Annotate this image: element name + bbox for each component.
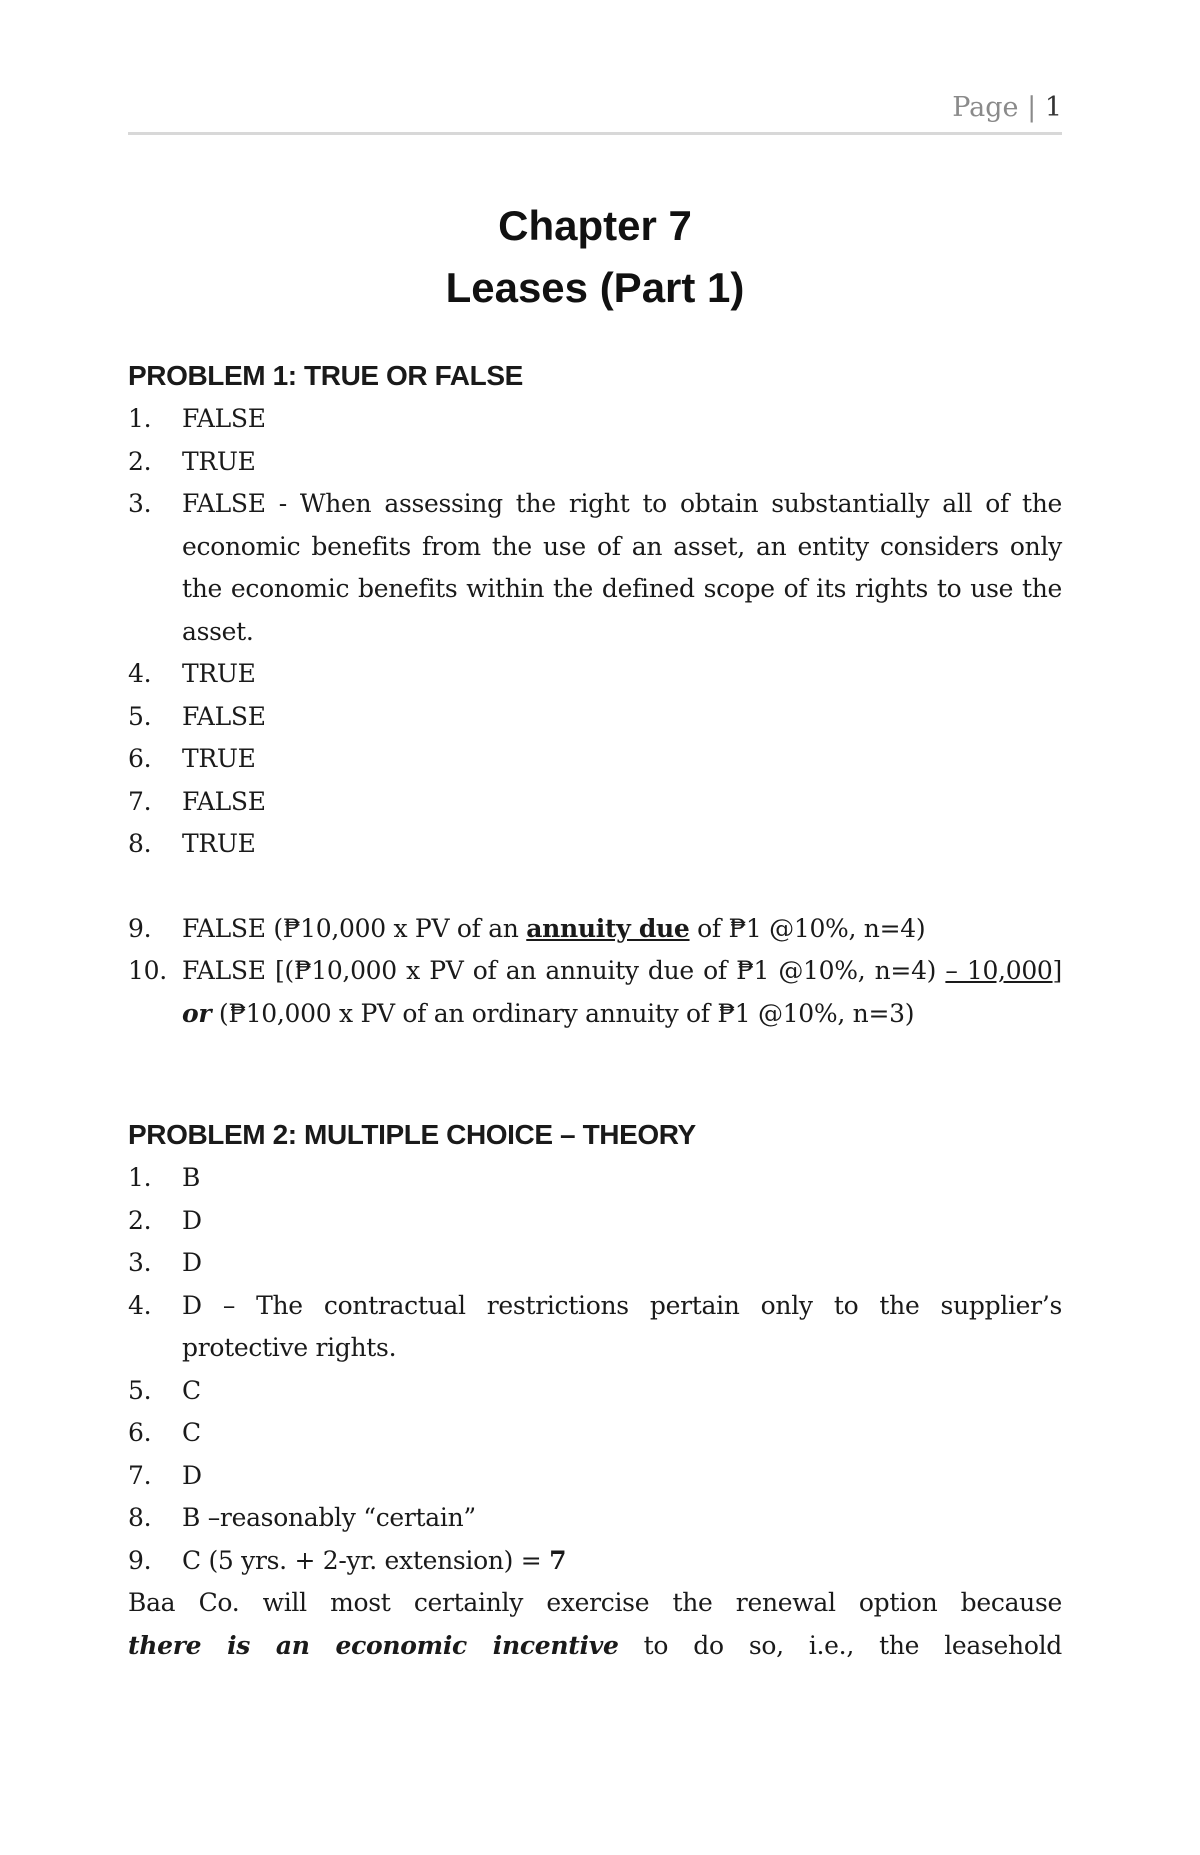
item-text: C (5 yrs. + 2-yr. extension) = 7 [182,1545,567,1575]
item-number: 5. [128,701,152,731]
list-item [128,1370,1062,1413]
item-text: C [182,1375,201,1405]
emphasis-text: annuity due [526,913,690,943]
item-text: TRUE [182,829,256,858]
list-item [128,823,1062,866]
list-item [128,398,1062,441]
list-item [128,950,1062,1035]
item-text: TRUE [182,744,256,773]
list-item [128,1412,1062,1455]
item-text: FALSE [(₱10,000 x PV of an annuity due of ₱1 @10%, n=4) – 10,000] or (₱10,000 x PV of an ordinary annuity of ₱1 @10%, n=3) [182,956,1062,1028]
item-number: 2. [128,1205,152,1235]
item-number: 4. [128,1290,152,1320]
title-block [128,195,1062,319]
list-item [128,1200,1062,1243]
spacer [128,1035,1062,1113]
problem1-list [128,398,1062,866]
item-text: FALSE [182,701,266,731]
item-number: 9. [128,1545,152,1575]
item-number: 8. [128,1503,152,1532]
item-number: 8. [128,829,152,858]
problem1-list-continued [128,908,1062,1036]
problem1-title: PROBLEM 1: TRUE OR FALSE [128,360,523,391]
explanation-line-2: there is an economic incentive to do so, i.e., the leasehold [128,1630,1062,1660]
item-text: FALSE - When assessing the right to obtain substantially all of the economic benefits from the use of an asset, an entity considers only the economic benefits within the defined scope of its rights to use the asset. [182,489,1062,646]
result-value: 7 [549,1545,567,1575]
item-text: D [182,1205,202,1235]
list-item [128,653,1062,696]
header-divider [128,132,1062,135]
item-number: 6. [128,744,152,773]
page-label: Page [952,92,1019,123]
item-number: 6. [128,1418,152,1447]
item-number: 3. [128,489,152,518]
emphasis-text: or [182,998,212,1028]
item-text: C [182,1418,201,1447]
spacer [128,866,1062,908]
emphasis-text: there is an economic incentive [128,1630,619,1660]
chapter-title: Chapter 7 [498,202,692,249]
list-item [128,908,1062,951]
page-number: 1 [1044,92,1062,123]
item-text: B –reasonably “certain” [182,1503,476,1532]
item-number: 5. [128,1375,152,1405]
chapter-subtitle: Leases (Part 1) [445,264,745,311]
item-number: 2. [128,446,152,476]
problem2-list [128,1157,1062,1582]
item-text: D [182,1248,202,1277]
item-number: 10. [128,956,167,985]
list-item [128,738,1062,781]
item-text: FALSE [182,404,266,433]
item-number: 4. [128,659,152,688]
item-number: 3. [128,1248,152,1277]
list-item [128,1285,1062,1370]
page-separator: | [1018,92,1045,123]
item-number: 1. [128,1163,152,1192]
problem2-title: PROBLEM 2: MULTIPLE CHOICE – THEORY [128,1119,696,1150]
item-number: 9. [128,913,152,943]
page-header [128,92,1062,123]
document-body [128,354,1062,1667]
list-item [128,696,1062,739]
list-item [128,1157,1062,1200]
item-text: FALSE (₱10,000 x PV of an annuity due of ₱1 @10%, n=4) [182,913,926,943]
item-text: TRUE [182,446,256,476]
item-number: 7. [128,1460,152,1490]
item-number: 1. [128,404,152,433]
list-item [128,1242,1062,1285]
list-item [128,781,1062,824]
list-item [128,441,1062,484]
list-item [128,483,1062,653]
explanation-line-1: Baa Co. will most certainly exercise the renewal option because [128,1588,1062,1617]
item-number: 7. [128,786,152,816]
list-item [128,1540,1062,1583]
list-item [128,1497,1062,1540]
item-text: D – The contractual restrictions pertain only to the supplier’s protective rights. [182,1290,1062,1362]
item-text: TRUE [182,659,256,688]
list-item [128,1455,1062,1498]
item-text: D [182,1460,202,1490]
item-text: FALSE [182,786,266,816]
underlined-text: – 10,000 [945,956,1053,985]
item-text: B [182,1163,201,1192]
